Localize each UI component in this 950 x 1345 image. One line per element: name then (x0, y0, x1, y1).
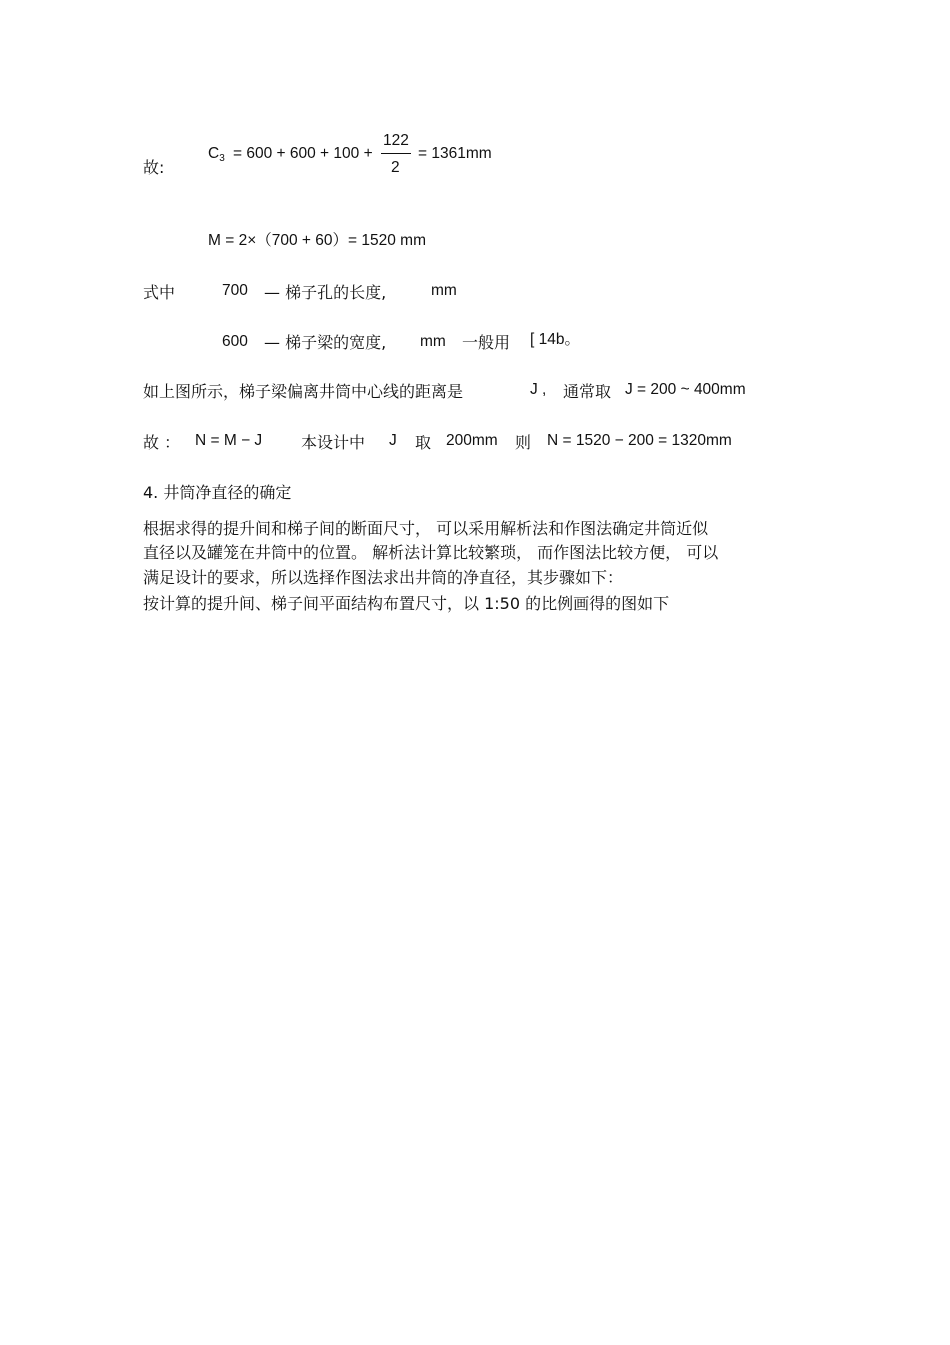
eq3-then: 则 (515, 433, 532, 452)
where-line2-desc: — 梯子梁的宽度, (264, 333, 387, 352)
eq3-formula: N = M − J (195, 432, 263, 449)
eq1-result: = 1361mm (418, 145, 492, 162)
eq1-fraction-denominator: 2 (391, 159, 400, 176)
eq1-lhs (208, 146, 225, 162)
where-line1-value: 700 (222, 282, 248, 299)
where-line2-value: 600 (222, 333, 248, 350)
eq3-var: J (389, 432, 397, 449)
body-line: 根据求得的提升间和梯子间的断面尺寸， 可以采用解析法和作图法确定井筒近似 (143, 519, 709, 538)
offset-var: J , (530, 381, 547, 398)
where-line2-unit: mm (420, 333, 446, 350)
eq1-fraction-bar (381, 153, 411, 154)
eq1-fraction-numerator: 122 (383, 132, 409, 149)
eq1-label: 故: (143, 158, 165, 177)
section-heading: 4. 井筒净直径的确定 (143, 483, 292, 502)
where-line2-note2: [ 14b。 (530, 331, 580, 348)
eq3-value: 200mm (446, 432, 498, 449)
where-line1-desc: — 梯子孔的长度, (264, 283, 387, 302)
eq3-take: 取 (415, 433, 432, 452)
where-line1-unit: mm (431, 282, 457, 299)
eq1-expression: = 600 + 600 + 100 + (233, 145, 373, 162)
eq3-text: 本设计中 (301, 433, 366, 452)
offset-text: 如上图所示，梯子梁偏离井筒中心线的距离是 (143, 382, 464, 401)
eq3-result: N = 1520 − 200 = 1320mm (547, 432, 732, 449)
where-label: 式中 (143, 283, 176, 302)
body-line: 按计算的提升间、梯子间平面结构布置尺寸，以 1:50 的比例画得的图如下 (143, 594, 670, 613)
eq1-lhs-sub: 3 (219, 153, 225, 164)
body-line: 满足设计的要求，所以选择作图法求出井筒的净直径，其步骤如下： (143, 568, 624, 587)
offset-range: J = 200 ~ 400mm (625, 381, 746, 398)
where-line2-note: 一般用 (462, 333, 511, 352)
eq1-lhs-main: C (208, 145, 220, 162)
offset-text2: 通常取 (563, 382, 612, 401)
eq3-label: 故 ： (143, 433, 181, 452)
body-line: 直径以及罐笼在井筒中的位置。 解析法计算比较繁琐， 而作图法比较方便， 可以 (143, 543, 719, 562)
eq2-formula: M = 2×（700 + 60）= 1520 mm (208, 232, 426, 249)
